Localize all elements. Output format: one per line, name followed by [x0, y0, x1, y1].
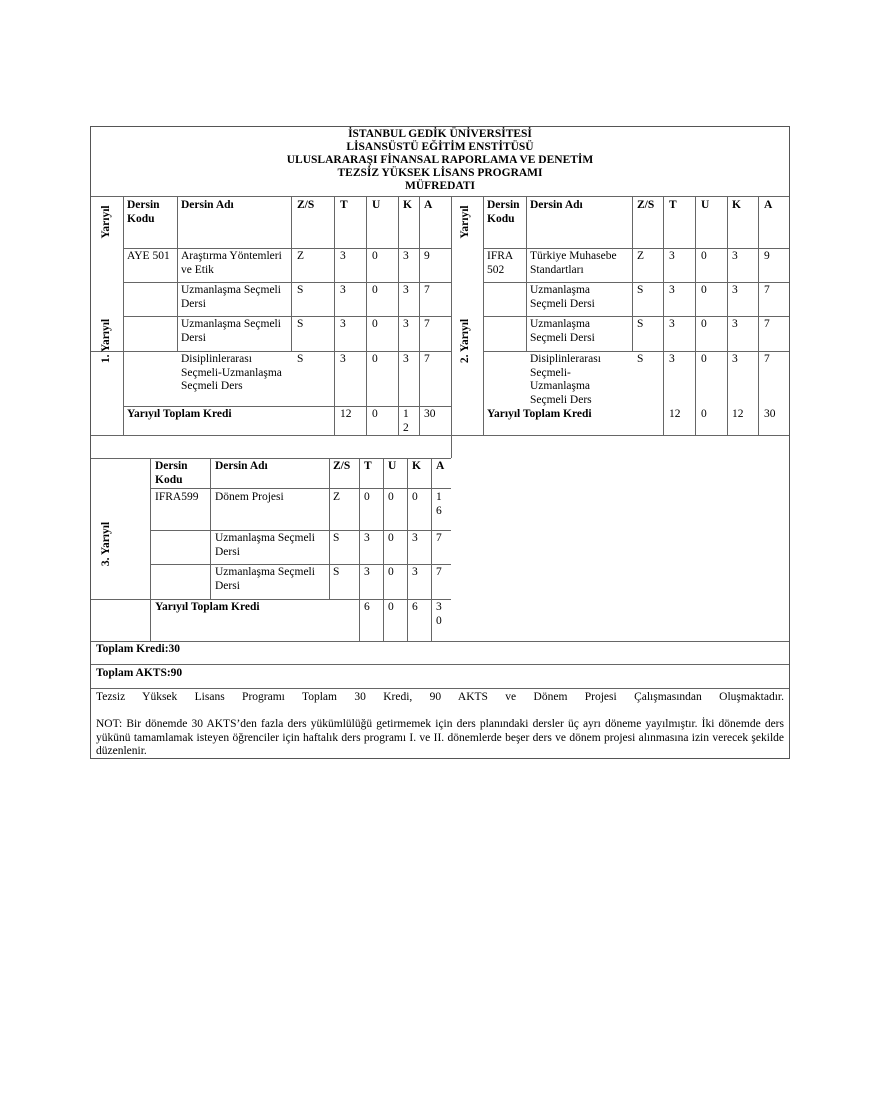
- course-t: 3: [364, 532, 370, 544]
- course-u: 0: [372, 284, 378, 296]
- divider: [407, 458, 408, 641]
- divider: [91, 351, 451, 352]
- course-t: 3: [340, 250, 346, 262]
- course-a: 7: [764, 284, 770, 296]
- title-line: MÜFREDATI: [404, 180, 476, 192]
- u-column-header: U: [388, 460, 397, 472]
- total-k: 12: [732, 408, 744, 420]
- course-t: 3: [669, 250, 675, 262]
- program-summary: Tezsiz Yüksek Lisans Programı Toplam 30 Kredi, 90 AKTS ve Dönem Projesi Çalışmasından Oluşmaktadır.: [96, 691, 784, 703]
- course-zs: S: [637, 318, 644, 330]
- course-a: 7: [764, 318, 770, 330]
- course-name: Dönem Projesi: [215, 491, 284, 503]
- divider: [91, 435, 789, 436]
- divider: [758, 196, 759, 435]
- name-column-header: Dersin Adı: [215, 460, 268, 472]
- divider: [91, 641, 789, 642]
- total-u: 0: [372, 408, 378, 420]
- divider: [91, 688, 789, 689]
- course-code: IFRA599: [155, 491, 199, 503]
- course-zs: S: [637, 284, 644, 296]
- divider: [123, 316, 451, 317]
- course-zs: S: [297, 284, 304, 296]
- yariyil-column-header: Yarıyıl: [459, 205, 471, 239]
- course-u: 0: [372, 250, 378, 262]
- course-k: 3: [732, 353, 738, 365]
- divider: [483, 351, 789, 352]
- t-column-header: T: [669, 199, 677, 211]
- course-name: Uzmanlaşma Seçmeli Dersi: [530, 318, 595, 344]
- course-u: 0: [701, 250, 707, 262]
- divider: [526, 196, 527, 351]
- divider: [91, 599, 451, 600]
- course-k: 3: [403, 353, 409, 365]
- course-a: 7: [436, 532, 442, 544]
- semester-total-label: Yarıyıl Toplam Kredi: [155, 601, 260, 613]
- title-line: TEZSİZ YÜKSEK LİSANS PROGRAMI: [337, 167, 543, 179]
- divider: [123, 282, 451, 283]
- divider: [334, 196, 335, 435]
- course-name: Uzmanlaşma Seçmeli Dersi: [181, 318, 281, 344]
- divider: [123, 196, 124, 435]
- total-a: 30: [424, 408, 436, 420]
- course-zs: S: [637, 353, 644, 365]
- course-u: 0: [372, 353, 378, 365]
- title-line: LİSANSÜSTÜ EĞİTİM ENSTİTÜSÜ: [346, 141, 534, 153]
- total-akts: Toplam AKTS:90: [96, 667, 183, 679]
- divider: [663, 196, 664, 435]
- course-zs: S: [297, 318, 304, 330]
- course-code: IFRA 502: [487, 250, 513, 276]
- course-k: 3: [732, 250, 738, 262]
- course-k: 3: [403, 318, 409, 330]
- divider: [291, 196, 292, 351]
- total-u: 0: [701, 408, 707, 420]
- divider: [150, 564, 451, 565]
- course-zs: Z: [297, 250, 305, 262]
- course-u: 0: [701, 353, 707, 365]
- course-k: 3: [403, 250, 409, 262]
- divider: [398, 196, 399, 435]
- title-line: ULUSLARARAŞI FİNANSAL RAPORLAMA VE DENETİM: [286, 154, 594, 166]
- k-column-header: K: [403, 199, 412, 211]
- course-a: 16: [436, 491, 442, 517]
- course-t: 3: [340, 353, 346, 365]
- course-zs: S: [333, 532, 340, 544]
- course-k: 3: [403, 284, 409, 296]
- course-t: 3: [669, 353, 675, 365]
- zs-column-header: Z/S: [333, 460, 351, 472]
- total-t: 6: [364, 601, 370, 613]
- divider: [431, 458, 432, 641]
- yariyil-column-header: Yarıyıl: [100, 205, 112, 239]
- course-name: Uzmanlaşma Seçmeli Dersi: [530, 284, 595, 310]
- course-k: 3: [732, 318, 738, 330]
- divider: [210, 458, 211, 599]
- course-a: 7: [424, 318, 430, 330]
- program-note: NOT: Bir dönemde 30 AKTS’den fazla ders yükümlülüğü getirmemek için ders planındaki dersler üç ayrı döneme yayılmıştır. İki dönemde ders yükünü tamamlamak isteyen öğrenciler için haftalık ders programı I. ve II. dönemlerde beşer ders ve dönem projesi alınmasına izin verecek şekilde düzenlenir.: [96, 718, 784, 757]
- name-column-header: Dersin Adı: [530, 199, 583, 211]
- course-u: 0: [388, 532, 394, 544]
- code-column-header: Dersin Kodu: [487, 199, 520, 225]
- semester-total-label: Yarıyıl Toplam Kredi: [127, 408, 232, 420]
- total-t: 12: [340, 408, 352, 420]
- document-title: [91, 128, 789, 193]
- divider: [150, 488, 451, 489]
- course-t: 3: [340, 318, 346, 330]
- total-a: 30: [436, 601, 442, 627]
- divider: [123, 406, 451, 407]
- name-column-header: Dersin Adı: [181, 199, 234, 211]
- divider: [366, 196, 367, 435]
- code-column-header: Dersin Kodu: [155, 460, 188, 486]
- divider: [177, 196, 178, 351]
- course-zs: Z: [333, 491, 341, 503]
- course-name: Uzmanlaşma Seçmeli Dersi: [215, 566, 315, 592]
- course-t: 3: [669, 318, 675, 330]
- divider: [91, 664, 789, 665]
- course-a: 7: [436, 566, 442, 578]
- course-t: 3: [340, 284, 346, 296]
- course-a: 7: [764, 353, 770, 365]
- course-a: 7: [424, 284, 430, 296]
- course-a: 9: [424, 250, 430, 262]
- divider: [123, 248, 451, 249]
- total-k: 12: [403, 408, 409, 434]
- course-name: Uzmanlaşma Seçmeli Dersi: [181, 284, 281, 310]
- a-column-header: A: [764, 199, 773, 211]
- k-column-header: K: [732, 199, 741, 211]
- course-k: 0: [412, 491, 418, 503]
- k-column-header: K: [412, 460, 421, 472]
- u-column-header: U: [701, 199, 710, 211]
- course-u: 0: [701, 318, 707, 330]
- t-column-header: T: [364, 460, 372, 472]
- divider: [451, 196, 452, 458]
- a-column-header: A: [436, 460, 445, 472]
- course-u: 0: [701, 284, 707, 296]
- title-line: İSTANBUL GEDİK ÜNİVERSİTESİ: [348, 128, 532, 140]
- course-zs: S: [297, 353, 304, 365]
- divider: [483, 248, 789, 249]
- semester-2-label: 2. Yarıyıl: [459, 318, 471, 364]
- course-a: 7: [424, 353, 430, 365]
- course-u: 0: [372, 318, 378, 330]
- total-u: 0: [388, 601, 394, 613]
- course-t: 3: [669, 284, 675, 296]
- divider: [150, 458, 151, 641]
- divider: [483, 316, 789, 317]
- divider: [91, 196, 789, 197]
- course-k: 3: [412, 532, 418, 544]
- a-column-header: A: [424, 199, 433, 211]
- course-name: Disiplinlerarası Seçmeli-Uzmanlaşma Seçmeli Ders: [530, 353, 601, 406]
- zs-column-header: Z/S: [297, 199, 315, 211]
- course-zs: S: [333, 566, 340, 578]
- divider: [359, 458, 360, 641]
- semester-1-label: 1. Yarıyıl: [100, 318, 112, 364]
- divider: [483, 282, 789, 283]
- divider: [419, 196, 420, 435]
- divider: [727, 196, 728, 435]
- divider: [150, 530, 451, 531]
- divider: [383, 458, 384, 641]
- course-zs: Z: [637, 250, 645, 262]
- t-column-header: T: [340, 199, 348, 211]
- total-a: 30: [764, 408, 776, 420]
- course-u: 0: [388, 566, 394, 578]
- course-code: AYE 501: [127, 250, 170, 262]
- total-credit: Toplam Kredi:30: [96, 643, 181, 655]
- course-name: Türkiye Muhasebe Standartları: [530, 250, 617, 276]
- course-t: 3: [364, 566, 370, 578]
- course-t: 0: [364, 491, 370, 503]
- semester-total-label: Yarıyıl Toplam Kredi: [487, 408, 592, 420]
- course-name: Araştırma Yöntemleri ve Etik: [181, 250, 282, 276]
- total-k: 6: [412, 601, 418, 613]
- course-name: Uzmanlaşma Seçmeli Dersi: [215, 532, 315, 558]
- course-k: 3: [732, 284, 738, 296]
- semester-3-label: 3. Yarıyıl: [100, 521, 112, 567]
- course-k: 3: [412, 566, 418, 578]
- course-a: 9: [764, 250, 770, 262]
- divider: [483, 196, 484, 435]
- code-column-header: Dersin Kodu: [127, 199, 160, 225]
- divider: [695, 196, 696, 435]
- divider: [329, 458, 330, 599]
- zs-column-header: Z/S: [637, 199, 655, 211]
- divider: [632, 196, 633, 351]
- u-column-header: U: [372, 199, 381, 211]
- divider: [91, 458, 451, 459]
- course-u: 0: [388, 491, 394, 503]
- curriculum-table: [90, 126, 790, 759]
- course-name: Disiplinlerarası Seçmeli-Uzmanlaşma Seçmeli Ders: [181, 353, 282, 392]
- total-t: 12: [669, 408, 681, 420]
